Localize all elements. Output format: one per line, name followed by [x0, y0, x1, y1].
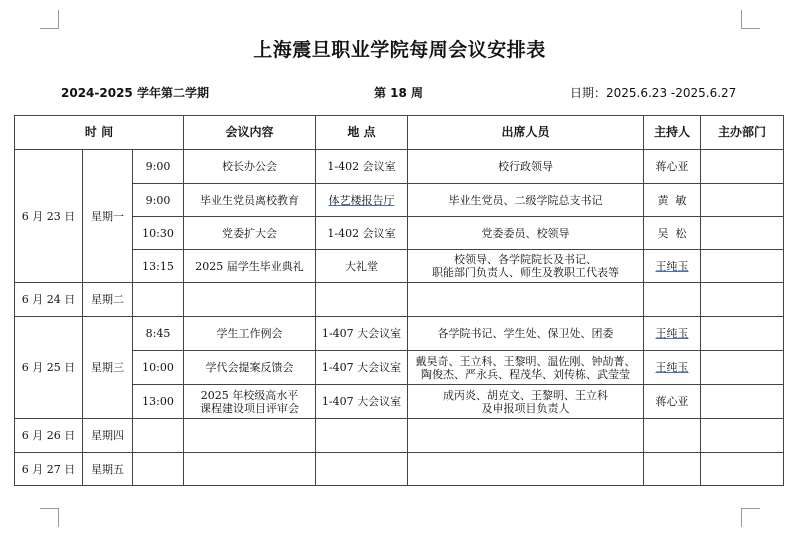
dept-cell [701, 419, 784, 453]
host-cell [644, 419, 701, 453]
header-location: 地 点 [316, 116, 408, 150]
dept-cell [701, 351, 784, 385]
attendees-line: 成丙炎、胡克文、王黎明、王立科 [443, 388, 608, 402]
date-cell: 6 月 23 日 [15, 150, 83, 283]
content-cell: 毕业生党员离校教育 [184, 184, 316, 217]
host-cell: 蒋心亚 [644, 385, 701, 419]
table-row [15, 283, 784, 317]
content-cell: 2025 届学生毕业典礼 [184, 250, 316, 283]
location-cell: 大礼堂 [316, 250, 408, 283]
attendees-line: 及申报项目负责人 [481, 401, 570, 415]
location-cell: 1-407 大会议室 [316, 317, 408, 351]
weekday-cell: 星期五 [83, 453, 133, 486]
time-cell: 9:00 [133, 184, 184, 217]
date-cell: 6 月 27 日 [15, 453, 83, 486]
time-cell: 10:30 [133, 217, 184, 250]
crop-mark-top-left [40, 10, 59, 29]
location-cell: 1-402 会议室 [316, 217, 408, 250]
host-cell [644, 317, 701, 351]
host-cell: 吴 松 [644, 217, 701, 250]
dept-cell [701, 250, 784, 283]
time-cell: 9:00 [133, 150, 184, 184]
schedule-table [14, 115, 784, 486]
dept-cell [701, 385, 784, 419]
host-cell [644, 283, 701, 317]
host-cell [644, 351, 701, 385]
time-cell: 8:45 [133, 317, 184, 351]
header-attendees: 出席人员 [408, 116, 644, 150]
time-cell [133, 419, 184, 453]
weekday-cell: 星期一 [83, 150, 133, 283]
host-text: 王纯玉 [655, 361, 689, 374]
dept-cell [701, 453, 784, 486]
content-cell: 党委扩大会 [184, 217, 316, 250]
table-row [15, 453, 784, 486]
content-cell: 学代会提案反馈会 [184, 351, 316, 385]
host-text: 王纯玉 [655, 327, 689, 340]
weekday-cell: 星期二 [83, 283, 133, 317]
date-range: 日期：2025.6.23 -2025.6.27 [570, 86, 737, 100]
content-cell: 校长办公会 [184, 150, 316, 184]
attendees-cell [408, 283, 644, 317]
crop-mark-top-right [741, 10, 760, 29]
content-cell [184, 453, 316, 486]
content-cell [184, 283, 316, 317]
attendees-cell [408, 250, 644, 283]
content-cell: 学生工作例会 [184, 317, 316, 351]
crop-mark-bottom-left [40, 508, 59, 527]
header-content: 会议内容 [184, 116, 316, 150]
dept-cell [701, 184, 784, 217]
date-cell: 6 月 24 日 [15, 283, 83, 317]
content-cell [184, 385, 316, 419]
location-cell [316, 419, 408, 453]
attendees-line: 陶俊杰、严永兵、程茂华、刘传栋、武莹莹 [421, 367, 630, 381]
location-cell: 1-407 大会议室 [316, 385, 408, 419]
weekday-cell: 星期三 [83, 317, 133, 419]
header-row [15, 116, 784, 150]
location-cell [316, 283, 408, 317]
attendees-line: 职能部门负责人、师生及教职工代表等 [432, 266, 619, 279]
term-label: 2024-2025 学年第二学期 [61, 86, 209, 100]
document-title: 上海震旦职业学院每周会议安排表 [253, 39, 546, 61]
host-cell [644, 250, 701, 283]
location-cell [316, 184, 408, 217]
table-row [15, 150, 784, 184]
date-cell: 6 月 25 日 [15, 317, 83, 419]
header-dept: 主办部门 [701, 116, 784, 150]
attendees-cell: 毕业生党员、二级学院总支书记 [408, 184, 644, 217]
time-cell [133, 283, 184, 317]
location-cell: 1-402 会议室 [316, 150, 408, 184]
content-line: 课程建设项目评审会 [200, 401, 299, 415]
crop-mark-bottom-right [741, 508, 760, 527]
time-cell: 13:00 [133, 385, 184, 419]
content-cell [184, 419, 316, 453]
host-cell [644, 453, 701, 486]
attendees-cell [408, 453, 644, 486]
dept-cell [701, 283, 784, 317]
dept-cell [701, 150, 784, 184]
content-line: 2025 年校级高水平 [200, 388, 299, 402]
attendees-cell [408, 351, 644, 385]
host-cell: 蒋心亚 [644, 150, 701, 184]
dept-cell [701, 317, 784, 351]
time-cell: 13:15 [133, 250, 184, 283]
date-cell: 6 月 26 日 [15, 419, 83, 453]
attendees-cell [408, 385, 644, 419]
time-cell: 10:00 [133, 351, 184, 385]
host-text: 王纯玉 [655, 259, 689, 273]
attendees-line: 戴昊奇、王立科、王黎明、温佐刚、钟劼菁、 [415, 354, 636, 368]
location-cell [316, 453, 408, 486]
dept-cell [701, 217, 784, 250]
header-time: 时 间 [15, 116, 184, 150]
location-cell: 1-407 大会议室 [316, 351, 408, 385]
table-row [15, 317, 784, 351]
attendees-cell: 各学院书记、学生处、保卫处、团委 [408, 317, 644, 351]
time-cell [133, 453, 184, 486]
attendees-cell [408, 419, 644, 453]
attendees-line: 校领导、各学院院长及书记、 [454, 253, 597, 266]
table-row [15, 419, 784, 453]
weekday-cell: 星期四 [83, 419, 133, 453]
header-host: 主持人 [644, 116, 701, 150]
attendees-cell: 校行政领导 [408, 150, 644, 184]
week-label: 第 18 周 [374, 86, 424, 100]
location-text: 体艺楼报告厅 [328, 193, 395, 207]
attendees-cell: 党委委员、校领导 [408, 217, 644, 250]
host-cell: 黄 敏 [644, 184, 701, 217]
